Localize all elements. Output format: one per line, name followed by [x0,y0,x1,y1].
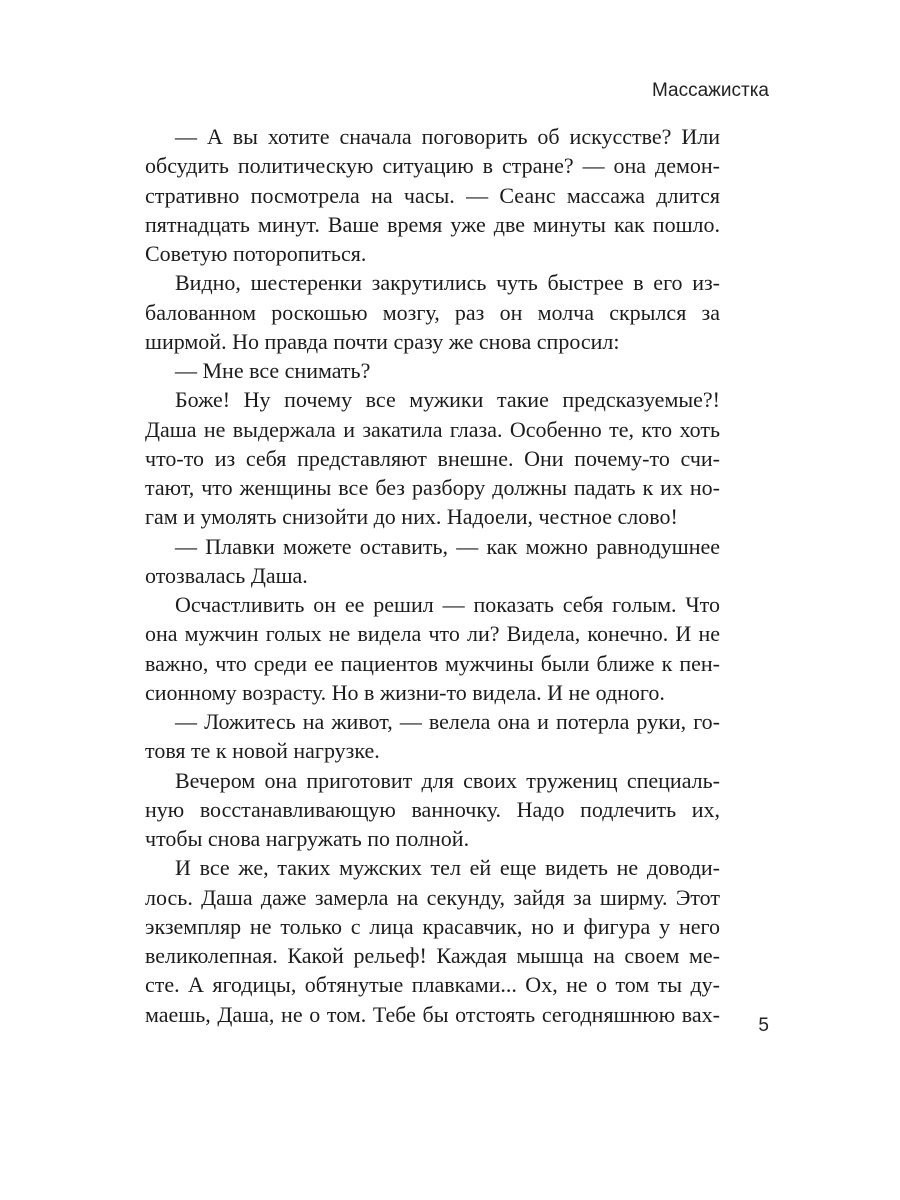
page-number: 5 [758,1015,769,1036]
body-text [145,122,720,1029]
text-line: Осчастливить он ее решил — показать себя голым. Что [175,592,720,617]
text-line: Вечером она приготовит для своих тружениц специаль- [175,767,720,793]
text-line: великолепная. Какой рельеф! Каждая мышца на своем ме- [145,943,720,968]
text-line: И все же, таких мужских тел ей еще видеть не доводи- [175,855,720,881]
text-line: обсудить политическую ситуацию в стране? — она демон- [145,153,720,179]
text-line: что-то из себя представляют внешне. Они почему-то счи- [145,445,720,471]
text-line: стративно посмотрела на часы. — Сеанс массажа длится [145,182,720,208]
text-line: Видно, шестеренки закрутились чуть быстрее в его из- [175,270,720,296]
text-line: пятнадцать минут. Ваше время уже две минуты как пошло. [145,211,720,237]
text-line: — Мне все снимать? [175,358,371,383]
text-line: тают, что женщины все без разбору должны падать к их но- [145,475,720,500]
text-line: сионному возрасту. Но в жизни-то видела. И не одного. [145,679,665,705]
text-line: товя те к новой нагрузке. [145,738,380,764]
text-line: гам и умолять снизойти до них. Надоели, честное слово! [145,504,678,530]
text-line: — А вы хотите сначала поговорить об искусстве? Или [175,124,720,149]
text-line: чтобы снова нагружать по полной. [145,826,470,851]
text-line: Боже! Ну почему все мужики такие предсказуемые?! [175,387,720,413]
text-line: Даша не выдержала и закатила глаза. Особенно те, кто хоть [145,416,720,442]
text-line: лось. Даша даже замерла на секунду, зайдя за ширму. Этот [145,884,720,910]
text-line: Советую поторопиться. [145,241,367,266]
text-line: ширмой. Но правда почти сразу же снова спросил: [145,328,620,354]
text-line: — Плавки можете оставить, — как можно равнодушнее [175,533,720,559]
text-line: экземпляр не только с лица красавчик, но и фигура у него [145,913,720,939]
text-line: — Ложитесь на живот, — велела она и потерла руки, го- [175,709,720,734]
text-line: ную восстанавливающую ванночку. Надо подлечить их, [145,796,720,822]
text-line: важно, что среди ее пациентов мужчины были ближе к пен- [145,650,720,676]
text-line: отозвалась Даша. [145,562,308,588]
text-line: балованном роскошью мозгу, раз он молча скрылся за [145,299,720,325]
text-line: она мужчин голых не видела что ли? Видела, конечно. И не [145,621,720,647]
text-line: маешь, Даша, не о том. Тебе бы отстоять сегодняшнюю вах- [145,1001,720,1027]
text-line: сте. А ягодицы, обтянутые плавками... Ох, не о том ты ду- [145,972,720,998]
running-head: Массажистка [652,80,769,101]
